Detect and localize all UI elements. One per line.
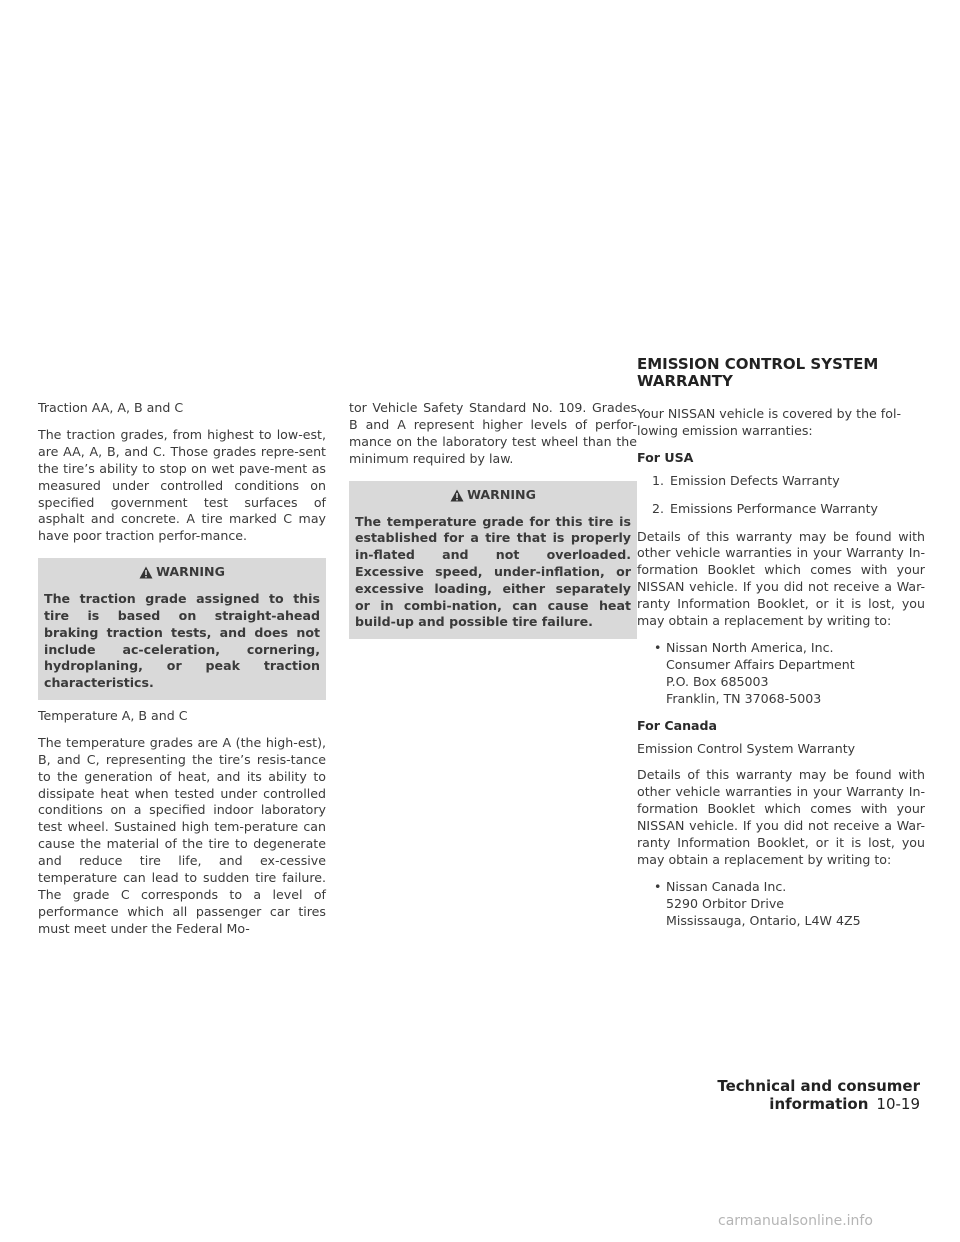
usa-warranty-list	[637, 473, 925, 518]
bullet-icon: •	[654, 878, 662, 894]
canada-heading: For Canada	[637, 717, 718, 733]
section-title-line-1: EMISSION CONTROL SYSTEM	[637, 355, 879, 373]
address-line: Nissan Canada Inc.	[666, 878, 787, 894]
column-3	[637, 356, 925, 940]
address-line: Consumer Affairs Department	[666, 656, 855, 672]
temperature-paragraph: The temperature grades are A (the high-est), B, and C, representing the tire’s resis-tance to the generation of heat, and its ability to dissipate heat when tested under controlled conditions on a specified indoor laboratory test wheel. Sustained high tem-perature can cause the material of the tire to degenerate and reduce tire life, and ex-cessive temperature can lead to sudden tire failure. The grade C corresponds to a level of performance which all passenger car tires must meet under the Federal Mo-	[38, 734, 326, 936]
warning-triangle-icon	[450, 489, 464, 502]
watermark: carmanualsonline.info	[718, 1213, 873, 1229]
canada-warranty: Emission Control System Warranty	[637, 740, 856, 756]
column-2	[349, 400, 637, 647]
list-item	[637, 473, 925, 490]
warning-title	[355, 487, 631, 504]
warning-box-temperature	[349, 481, 637, 639]
address-line: Nissan North America, Inc.	[666, 639, 834, 655]
warning-text: The temperature grade for this tire is established for a tire that is properly in-flated and not overloaded. Excessive speed, under-inflation, or excessive loading, either separately or in combi-nation, can cause heat build-up and possible tire failure.	[355, 513, 631, 630]
list-item-text: Emissions Performance Warranty	[670, 500, 879, 516]
address-line: Franklin, TN 37068-5003	[666, 690, 822, 706]
footer-title: Technical and consumer information	[717, 1077, 920, 1113]
section-title-line-2: WARRANTY	[637, 372, 733, 390]
warning-label: WARNING	[156, 564, 225, 580]
page-footer	[600, 1077, 920, 1113]
warning-text: The traction grade assigned to this tire is based on straight-ahead braking traction tests, and does not include ac-celeration, cornering, hydroplaning, or peak traction characteristics.	[44, 591, 320, 691]
canada-details-paragraph: Details of this warranty may be found with other vehicle warranties in your Warranty In-formation Booklet which comes with your NISSAN vehicle. If you did not receive a War-ranty Information Booklet, or it is lost, you may obtain a replacement by writing to:	[637, 767, 925, 867]
column-1	[38, 400, 326, 948]
warning-title	[44, 564, 320, 581]
bullet-icon: •	[654, 639, 662, 655]
address-line: P.O. Box 685003	[666, 673, 769, 689]
list-item-text: Emission Defects Warranty	[670, 472, 840, 488]
page-number: 10-19	[876, 1095, 920, 1113]
intro-paragraph: Your NISSAN vehicle is covered by the fol-lowing emission warranties:	[637, 406, 901, 438]
usa-heading: For USA	[637, 449, 694, 465]
canada-address	[637, 879, 925, 930]
traction-heading: Traction AA, A, B and C	[38, 400, 184, 415]
usa-details-paragraph: Details of this warranty may be found with other vehicle warranties in your Warranty In-formation Booklet which comes with your NISSAN vehicle. If you did not receive a War-ranty Information Booklet, or it is lost, you may obtain a replacement by writing to:	[637, 528, 925, 629]
temperature-heading: Temperature A, B and C	[38, 707, 188, 723]
address-line: 5290 Orbitor Drive	[666, 895, 785, 911]
usa-address	[637, 640, 925, 708]
section-title	[637, 356, 925, 390]
list-number: 2.	[652, 500, 665, 516]
warning-triangle-icon	[139, 566, 153, 579]
traction-paragraph: The traction grades, from highest to low-est, are AA, A, B, and C. Those grades repre-sent the tire’s ability to stop on wet pave-ment as measured under controlled conditions on specified government test surfaces of asphalt and concrete. A tire marked C may have poor traction perfor-mance.	[38, 426, 326, 544]
temperature-paragraph-continued: tor Vehicle Safety Standard No. 109. Grades B and A represent higher levels of perfor-mance on the laboratory test wheel than the minimum required by law.	[349, 400, 637, 466]
list-number: 1.	[652, 472, 665, 488]
warning-label: WARNING	[467, 486, 536, 502]
warning-box-traction	[38, 558, 326, 700]
address-line: Mississauga, Ontario, L4W 4Z5	[666, 912, 861, 928]
list-item	[637, 501, 925, 518]
